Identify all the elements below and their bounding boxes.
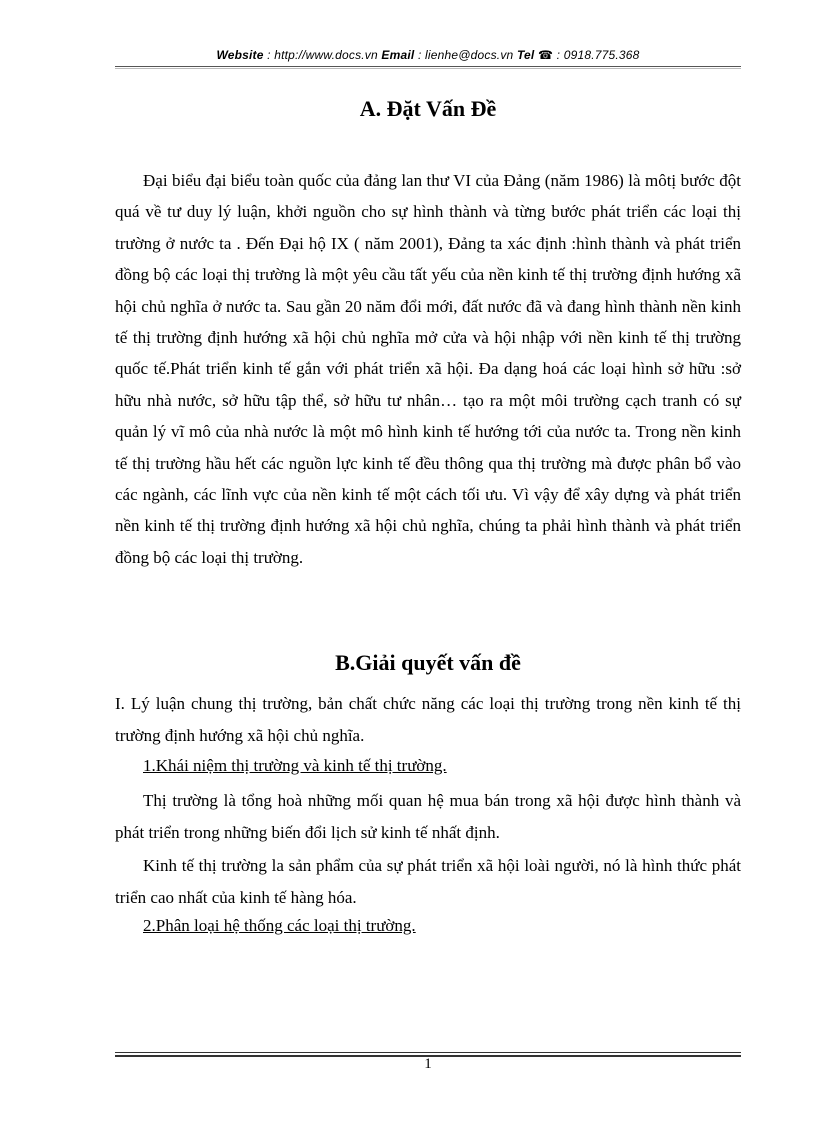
market-definition-paragraph: Thị trường là tổng hoà những mối quan hệ mua bán trong xã hội được hình thành và phát triển trong những biến đổi lịch sử kinh tế nhất định.: [115, 791, 741, 842]
header-divider: [115, 66, 741, 67]
part-1-heading: I. Lý luận chung thị trường, bản chất chức năng các loại thị trường trong nền kinh tế thị trường định hướng xã hội chủ nghĩa.: [115, 694, 741, 745]
market-economy-paragraph: Kinh tế thị trường la sản phẩm của sự phát triển xã hội loài người, nó là hình thức phát triển cao nhất của kinh tế hàng hóa.: [115, 856, 741, 907]
section-a-paragraph: Đại biểu đại biểu toàn quốc của đảng lan thư VI của Đảng (năm 1986) là môtị bước đột quá về tư duy lý luận, khởi nguồn cho sự hình thành và từng bước phát triển các loại thị trường ở nước ta . Đến Đại hộ IX ( năm 2001), Đảng ta xác định :hình thành và phát triển đồng bộ các loại thị trường là một yêu cầu tất yếu của nền kinh tế thị trường định hướng xã hội chủ nghĩa ở nước ta. Sau gần 20 năm đổi mới, đất nước đã và đang hình thành nền kinh tế thị trường định hướng xã hội chủ nghĩa mở cửa và hội nhập với nền kinh tế thị trường quốc tế.Phát triển kinh tế gắn với phát triển xã hội. Đa dạng hoá các loại hình sở hữu :sở hữu nhà nước, sở hữu tập thể, sở hữu tư nhân… tạo ra một môi trường cạch tranh có sự quản lý vĩ mô của nhà nước là một mô hình kinh tế hướng tới của nước ta. Trong nền kinh tế thị trường hầu hết các nguồn lực kinh tế đều thông qua thị trường mà được phân bổ vào các ngành, các lĩnh vực của nền kinh tế một cách tối ưu. Vì vậy để xây dựng và phát triển nền kinh tế thị trường định hướng xã hội chủ nghĩa, chúng ta phải hình thành và phát triển đồng bộ các loại thị trường.: [115, 171, 741, 567]
website-value: : http://www.docs.vn: [263, 48, 382, 62]
page-number: 1: [424, 1056, 432, 1072]
tel-value: ☎ : 0918.775.368: [534, 48, 640, 62]
email-label: Email: [381, 48, 415, 62]
subsection-2-title: 2.Phân loại hệ thống các loại thị trường.: [143, 916, 416, 935]
subsection-1-title: 1.Khái niệm thị trường và kinh tế thị trường.: [143, 756, 447, 775]
section-b-title: B.Giải quyết vấn đề: [335, 650, 521, 675]
email-value: : lienhe@docs.vn: [414, 48, 517, 62]
page-header: [115, 48, 741, 62]
footer-divider: [115, 1052, 741, 1053]
header-divider-secondary: [115, 68, 741, 69]
section-a-title: A. Đặt Vấn Đề: [359, 96, 497, 121]
tel-label: Tel: [516, 48, 535, 62]
website-label: Website: [216, 48, 264, 62]
